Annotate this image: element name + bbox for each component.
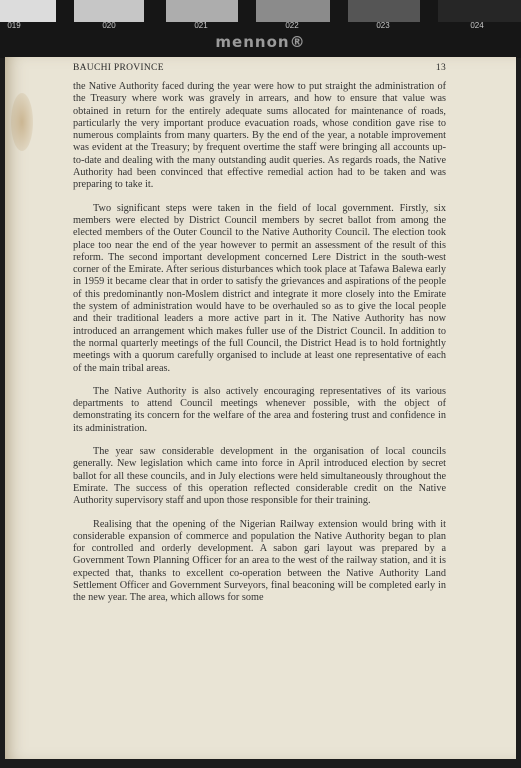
paragraph-1: the Native Authority faced during the year were how to put straight the administration of the Treasury where work was gravely in arrears, and how to ensure that value was obtained in return for the entirely adequate sums allocated for maintenance of roads, particularly the very important produce evacuation roads, whose condition gave rise to numerous complaints from many quarters. By the end of the year, a notable improvement was evident at the Treasury; by frequent overtime the staff were bringing all accounts up-to-date and dealing with the many outstanding audit queries. As regards roads, the Native Authority had been convinced that effective remedial action had to be taken and was preparing to take it. <box>73 81 446 191</box>
patch-number-022: 022 <box>285 21 299 30</box>
page-number: 13 <box>435 63 446 73</box>
gray-patch-024 <box>438 0 521 22</box>
patch-number-020: 020 <box>102 21 116 30</box>
patch-number-023: 023 <box>376 21 390 30</box>
gray-patch-020 <box>74 0 144 22</box>
body-text <box>73 81 446 605</box>
paragraph-5: Realising that the opening of the Nigerian Railway extension would bring with it considerable expansion of commerce and population the Native Authority began to plan for controlled and orderly development. A sabon gari layout was prepared by a Government Town Planning Officer for an area to the west of the railway station, and it is expected that, thanks to excellent co-operation between the Native Authority Land Settlement Officer and Government Surveyors, final beaconing will be completed early in the new year. The area, which allows for some <box>73 518 446 604</box>
gray-patch-022 <box>256 0 330 22</box>
gray-patch-023 <box>348 0 420 22</box>
patch-number-024: 024 <box>470 21 484 30</box>
running-title: BAUCHI PROVINCE <box>73 63 164 73</box>
patch-number-019: 019 <box>7 21 21 30</box>
gray-patch-021 <box>166 0 238 22</box>
paragraph-2: Two significant steps were taken in the field of local government. Firstly, six members were elected by District Council members by secret ballot from among the elected members of the Outer Council to the Native Authority Council. The election took place too near the end of the year however to permit an assessment of the result of this reform. The second important development concerned Lere District in the south-west corner of the Emirate. After serious disturbances which took place at Tafawa Balewa early in 1959 it became clear that in order to satisfy the grievances and aspirations of the people of this predominantly non-Moslem district and integrate it more closely into the Emirate the system of administration would have to be overhauled so as to give the local people and their traditional leaders a more active part in it. The Native Authority has now introduced an arrangement which makes fuller use of the District Council. In addition to the normal quarterly meetings of the full Council, the District Head is to hold fortnightly meetings with a quorum carefully organised to include at least one representative of each of the main tribal areas. <box>73 202 446 374</box>
calibration-strip <box>0 0 521 58</box>
mennon-logo: mennon® <box>215 33 306 51</box>
gray-patch-019 <box>0 0 56 22</box>
paragraph-3: The Native Authority is also actively encouraging representatives of its various departments to attend Council meetings whenever possible, with the object of demonstrating its concern for the welfare of the area and fostering trust and confidence in its administration. <box>73 385 446 434</box>
paragraph-4: The year saw considerable development in the organisation of local councils generally. New legislation which came into force in April introduced election by secret ballot for all these councils, and in July elections were held simultaneously throughout the Emirate. The success of this operation reflected considerable credit on the Native Authority supervisory staff and upon those responsible for their training. <box>73 446 446 507</box>
patch-number-021: 021 <box>194 21 208 30</box>
page-stain <box>11 93 33 151</box>
